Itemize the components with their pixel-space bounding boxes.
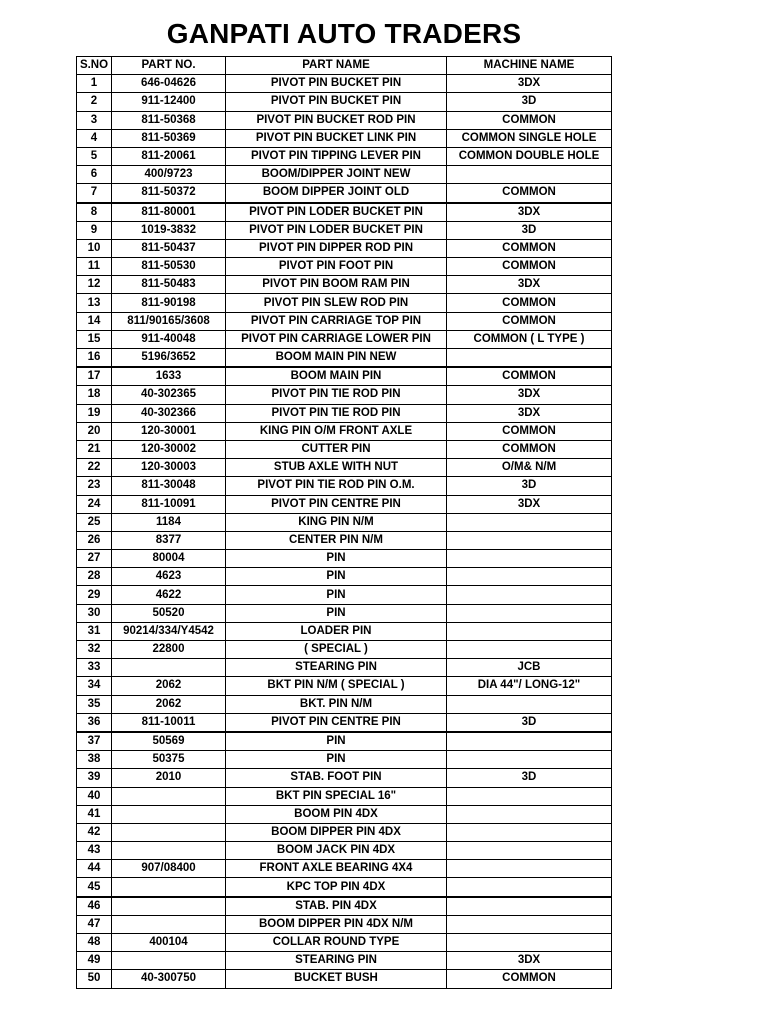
cell-part-name: BKT PIN N/M ( SPECIAL ) [226,677,447,695]
cell-machine-name [447,732,612,751]
cell-part-name: PIVOT PIN LODER BUCKET PIN [226,203,447,222]
cell-sno: 9 [77,221,112,239]
cell-part-name: PIVOT PIN BUCKET PIN [226,93,447,111]
cell-part-name: BOOM MAIN PIN NEW [226,349,447,368]
cell-part-no: 5196/3652 [112,349,226,368]
cell-part-name: PIN [226,732,447,751]
table-row [77,713,612,732]
cell-machine-name: O/M& N/M [447,459,612,477]
cell-part-no: 811-50369 [112,129,226,147]
cell-part-no: 50375 [112,751,226,769]
cell-machine-name [447,622,612,640]
cell-part-no: 646-04626 [112,75,226,93]
cell-sno: 21 [77,440,112,458]
cell-machine-name [447,751,612,769]
cell-sno: 28 [77,568,112,586]
cell-sno: 4 [77,129,112,147]
cell-sno: 18 [77,386,112,404]
table-row [77,367,612,386]
cell-part-name: BOOM/DIPPER JOINT NEW [226,166,447,184]
cell-part-name: PIN [226,586,447,604]
cell-part-no: 50520 [112,604,226,622]
cell-machine-name [447,604,612,622]
cell-part-no: 811-80001 [112,203,226,222]
cell-part-name: PIVOT PIN BUCKET LINK PIN [226,129,447,147]
cell-part-name: PIVOT PIN TIE ROD PIN [226,404,447,422]
cell-sno: 44 [77,860,112,878]
cell-part-no: 811-50368 [112,111,226,129]
cell-part-name: FRONT AXLE BEARING 4X4 [226,860,447,878]
cell-part-name: PIVOT PIN TIE ROD PIN O.M. [226,477,447,495]
cell-sno: 16 [77,349,112,368]
cell-part-name: PIVOT PIN CENTRE PIN [226,713,447,732]
cell-machine-name: COMMON [447,367,612,386]
table-row [77,312,612,330]
cell-machine-name [447,531,612,549]
cell-part-no: 400104 [112,934,226,952]
cell-part-no: 911-12400 [112,93,226,111]
table-row [77,934,612,952]
table-row [77,386,612,404]
table-row [77,221,612,239]
cell-sno: 13 [77,294,112,312]
table-row [77,897,612,916]
cell-part-name: PIVOT PIN CENTRE PIN [226,495,447,513]
cell-part-no: 1633 [112,367,226,386]
cell-part-name: PIVOT PIN TIPPING LEVER PIN [226,147,447,165]
cell-sno: 15 [77,330,112,348]
cell-machine-name [447,568,612,586]
cell-machine-name: COMMON [447,440,612,458]
cell-machine-name: 3DX [447,952,612,970]
cell-part-no: 811-90198 [112,294,226,312]
cell-machine-name: JCB [447,659,612,677]
cell-machine-name: 3D [447,477,612,495]
cell-machine-name [447,934,612,952]
table-row [77,586,612,604]
cell-sno: 2 [77,93,112,111]
cell-sno: 24 [77,495,112,513]
table-row [77,294,612,312]
cell-machine-name [447,915,612,933]
cell-machine-name: COMMON [447,184,612,203]
cell-part-no: 911-40048 [112,330,226,348]
cell-part-name: PIVOT PIN CARRIAGE LOWER PIN [226,330,447,348]
cell-part-no: 1019-3832 [112,221,226,239]
cell-sno: 5 [77,147,112,165]
cell-part-no: 2062 [112,677,226,695]
cell-sno: 49 [77,952,112,970]
cell-sno: 45 [77,878,112,897]
table-row [77,805,612,823]
cell-sno: 22 [77,459,112,477]
cell-part-name: PIVOT PIN SLEW ROD PIN [226,294,447,312]
cell-machine-name [447,166,612,184]
cell-part-no [112,952,226,970]
cell-machine-name [447,860,612,878]
cell-sno: 36 [77,713,112,732]
cell-sno: 12 [77,276,112,294]
table-row [77,93,612,111]
cell-part-no: 2010 [112,769,226,787]
header-part-no: PART NO. [112,57,226,75]
table-row [77,823,612,841]
cell-sno: 7 [77,184,112,203]
cell-part-no [112,897,226,916]
cell-sno: 14 [77,312,112,330]
cell-machine-name: 3DX [447,75,612,93]
cell-part-name: PIVOT PIN BOOM RAM PIN [226,276,447,294]
cell-part-name: COLLAR ROUND TYPE [226,934,447,952]
cell-part-no: 811-30048 [112,477,226,495]
cell-sno: 42 [77,823,112,841]
cell-machine-name: COMMON [447,294,612,312]
cell-machine-name [447,897,612,916]
cell-part-no: 40-300750 [112,970,226,988]
cell-part-no: 811-50437 [112,239,226,257]
cell-part-name: STUB AXLE WITH NUT [226,459,447,477]
cell-sno: 8 [77,203,112,222]
cell-sno: 31 [77,622,112,640]
cell-sno: 43 [77,842,112,860]
cell-sno: 25 [77,513,112,531]
cell-part-name: CUTTER PIN [226,440,447,458]
table-row [77,604,612,622]
table-row [77,440,612,458]
cell-part-name: STAB. FOOT PIN [226,769,447,787]
cell-sno: 30 [77,604,112,622]
table-row [77,970,612,988]
cell-machine-name: 3DX [447,404,612,422]
cell-machine-name: 3D [447,713,612,732]
table-row [77,677,612,695]
table-row [77,129,612,147]
table-row [77,258,612,276]
cell-part-no: 907/08400 [112,860,226,878]
cell-part-name: LOADER PIN [226,622,447,640]
cell-sno: 1 [77,75,112,93]
table-row [77,550,612,568]
cell-machine-name: COMMON [447,422,612,440]
cell-machine-name: 3D [447,769,612,787]
cell-part-name: STEARING PIN [226,659,447,677]
cell-sno: 47 [77,915,112,933]
cell-machine-name [447,550,612,568]
table-row [77,75,612,93]
table-row [77,276,612,294]
cell-machine-name: 3D [447,93,612,111]
cell-machine-name: 3DX [447,495,612,513]
cell-sno: 29 [77,586,112,604]
cell-machine-name: COMMON [447,239,612,257]
cell-part-no [112,805,226,823]
table-row [77,952,612,970]
table-row [77,111,612,129]
cell-sno: 38 [77,751,112,769]
cell-sno: 41 [77,805,112,823]
cell-part-name: PIVOT PIN BUCKET PIN [226,75,447,93]
table-row [77,330,612,348]
cell-machine-name [447,878,612,897]
cell-part-name: KING PIN N/M [226,513,447,531]
table-row [77,659,612,677]
table-row [77,842,612,860]
cell-sno: 34 [77,677,112,695]
cell-part-name: STAB. PIN 4DX [226,897,447,916]
header-sno: S.NO [77,57,112,75]
cell-part-name: BOOM DIPPER PIN 4DX [226,823,447,841]
cell-part-no: 2062 [112,695,226,713]
cell-sno: 32 [77,641,112,659]
cell-part-name: ( SPECIAL ) [226,641,447,659]
table-row [77,915,612,933]
cell-part-name: PIVOT PIN TIE ROD PIN [226,386,447,404]
cell-sno: 27 [77,550,112,568]
table-row [77,477,612,495]
cell-part-no [112,823,226,841]
cell-part-name: CENTER PIN N/M [226,531,447,549]
cell-part-no: 80004 [112,550,226,568]
table-row [77,422,612,440]
cell-machine-name: DIA 44"/ LONG-12" [447,677,612,695]
parts-table [76,56,612,989]
cell-machine-name [447,641,612,659]
table-row [77,147,612,165]
cell-part-name: BUCKET BUSH [226,970,447,988]
cell-sno: 48 [77,934,112,952]
cell-machine-name: COMMON [447,312,612,330]
cell-part-name: PIVOT PIN LODER BUCKET PIN [226,221,447,239]
table-row [77,695,612,713]
cell-part-name: PIN [226,604,447,622]
cell-part-no [112,842,226,860]
table-row [77,495,612,513]
table-row [77,622,612,640]
cell-machine-name [447,787,612,805]
cell-machine-name: COMMON [447,111,612,129]
cell-sno: 40 [77,787,112,805]
cell-part-no: 400/9723 [112,166,226,184]
cell-sno: 17 [77,367,112,386]
cell-sno: 37 [77,732,112,751]
cell-machine-name: COMMON [447,258,612,276]
table-body [77,75,612,988]
cell-part-no: 8377 [112,531,226,549]
cell-machine-name [447,823,612,841]
cell-part-no: 120-30003 [112,459,226,477]
cell-machine-name: 3DX [447,203,612,222]
table-row [77,531,612,549]
cell-part-no: 811-10091 [112,495,226,513]
cell-part-no: 811-20061 [112,147,226,165]
cell-machine-name: 3DX [447,386,612,404]
page-title: GANPATI AUTO TRADERS [166,18,522,49]
table-row [77,166,612,184]
cell-part-no: 50569 [112,732,226,751]
cell-sno: 33 [77,659,112,677]
cell-machine-name: COMMON [447,970,612,988]
table-row [77,203,612,222]
cell-machine-name [447,805,612,823]
table-row [77,878,612,897]
table-row [77,641,612,659]
cell-machine-name: 3DX [447,276,612,294]
cell-part-name: PIVOT PIN CARRIAGE TOP PIN [226,312,447,330]
cell-sno: 20 [77,422,112,440]
header-machine-name: MACHINE NAME [447,57,612,75]
cell-part-name: STEARING PIN [226,952,447,970]
table-row [77,404,612,422]
cell-machine-name [447,586,612,604]
cell-part-no [112,915,226,933]
cell-part-no: 811-50372 [112,184,226,203]
cell-sno: 10 [77,239,112,257]
cell-sno: 6 [77,166,112,184]
cell-part-name: BOOM DIPPER JOINT OLD [226,184,447,203]
cell-sno: 23 [77,477,112,495]
cell-machine-name: 3D [447,221,612,239]
cell-part-no: 4622 [112,586,226,604]
table-row [77,459,612,477]
cell-part-no [112,878,226,897]
cell-sno: 50 [77,970,112,988]
cell-part-name: PIN [226,751,447,769]
cell-part-name: KPC TOP PIN 4DX [226,878,447,897]
cell-sno: 3 [77,111,112,129]
cell-part-name: BOOM DIPPER PIN 4DX N/M [226,915,447,933]
cell-machine-name [447,513,612,531]
cell-part-no: 811-50483 [112,276,226,294]
cell-part-no: 120-30002 [112,440,226,458]
table-row [77,787,612,805]
cell-machine-name: COMMON DOUBLE HOLE [447,147,612,165]
cell-part-name: BKT PIN SPECIAL 16" [226,787,447,805]
cell-part-no: 4623 [112,568,226,586]
cell-part-no: 811-10011 [112,713,226,732]
cell-part-name: PIVOT PIN BUCKET ROD PIN [226,111,447,129]
cell-part-name: BKT. PIN N/M [226,695,447,713]
table-row [77,568,612,586]
table-row [77,751,612,769]
cell-machine-name [447,842,612,860]
cell-part-no: 90214/334/Y4542 [112,622,226,640]
cell-part-no: 811-50530 [112,258,226,276]
cell-part-name: PIVOT PIN DIPPER ROD PIN [226,239,447,257]
cell-sno: 35 [77,695,112,713]
cell-part-no: 22800 [112,641,226,659]
cell-machine-name [447,695,612,713]
cell-part-name: PIN [226,550,447,568]
table-row [77,239,612,257]
cell-part-name: PIN [226,568,447,586]
cell-part-name: PIVOT PIN FOOT PIN [226,258,447,276]
cell-part-no [112,787,226,805]
table-header-row [77,57,612,75]
cell-part-no: 40-302365 [112,386,226,404]
cell-part-name: BOOM JACK PIN 4DX [226,842,447,860]
cell-part-no: 40-302366 [112,404,226,422]
cell-sno: 39 [77,769,112,787]
cell-part-no: 811/90165/3608 [112,312,226,330]
table-row [77,769,612,787]
cell-sno: 11 [77,258,112,276]
header-part-name: PART NAME [226,57,447,75]
cell-part-no: 1184 [112,513,226,531]
cell-part-no: 120-30001 [112,422,226,440]
cell-part-name: BOOM PIN 4DX [226,805,447,823]
table-row [77,513,612,531]
cell-sno: 46 [77,897,112,916]
cell-machine-name: COMMON SINGLE HOLE [447,129,612,147]
cell-machine-name [447,349,612,368]
cell-part-name: BOOM MAIN PIN [226,367,447,386]
cell-sno: 19 [77,404,112,422]
cell-part-name: KING PIN O/M FRONT AXLE [226,422,447,440]
cell-part-no [112,659,226,677]
table-row [77,184,612,203]
table-row [77,732,612,751]
cell-sno: 26 [77,531,112,549]
cell-machine-name: COMMON ( L TYPE ) [447,330,612,348]
table-row [77,349,612,368]
table-row [77,860,612,878]
